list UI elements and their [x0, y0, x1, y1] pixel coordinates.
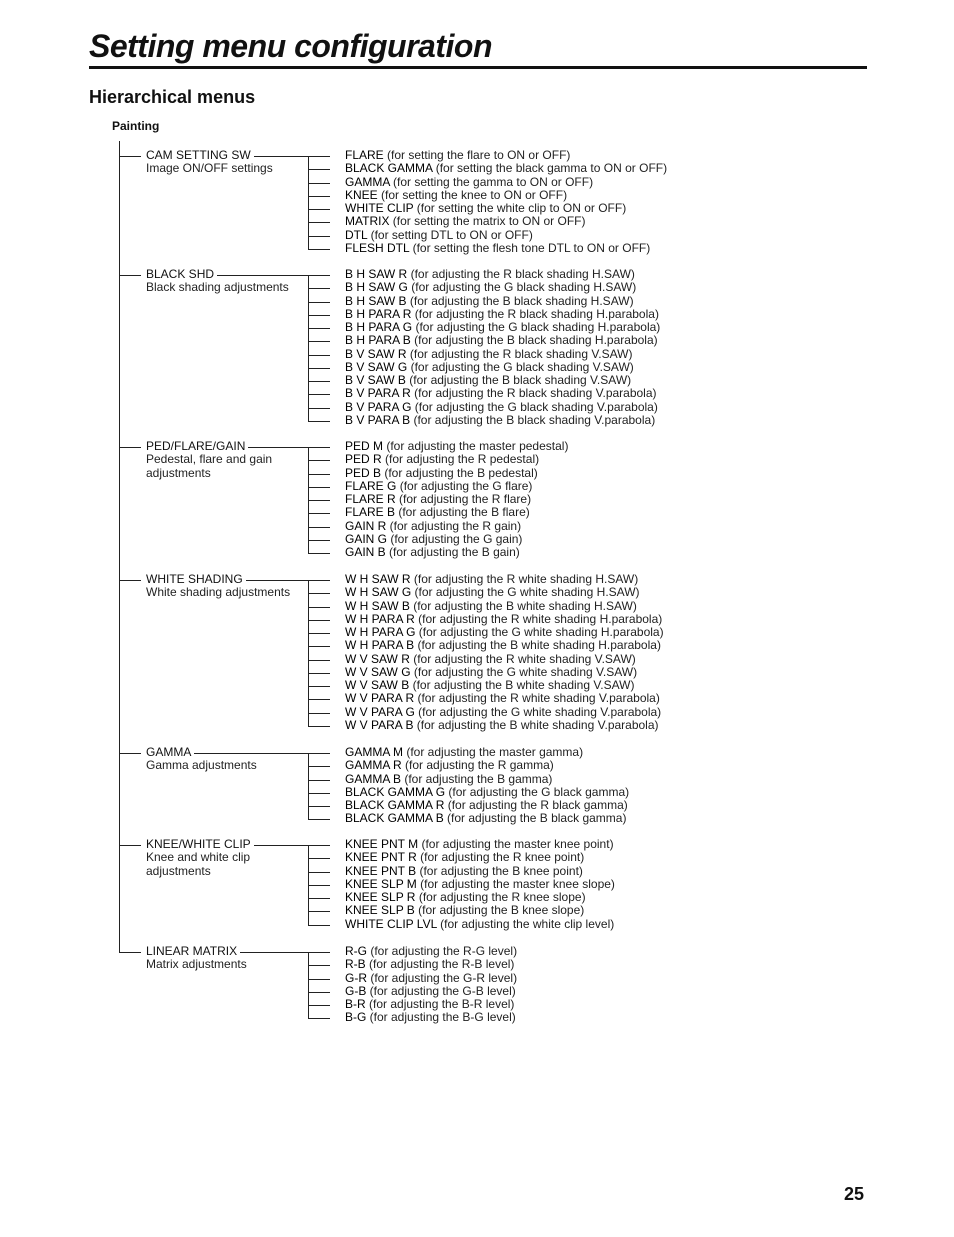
menu-item: [345, 586, 640, 599]
item-description: (for adjusting the R-G level): [367, 944, 518, 958]
item-tick: [308, 1005, 330, 1006]
group-to-items-line: [254, 845, 330, 846]
menu-item: [345, 958, 514, 971]
item-code: KNEE SLP B: [345, 903, 415, 918]
item-description: (for adjusting the R black gamma): [444, 798, 628, 812]
item-code: W H PARA G: [345, 625, 416, 639]
group-to-items-line: [248, 447, 330, 448]
group-connector: [119, 447, 141, 448]
menu-item: [345, 759, 554, 772]
item-tick: [308, 872, 330, 873]
item-description: (for adjusting the B black gamma): [443, 811, 627, 826]
item-description: (for adjusting the G white shading V.parabola): [414, 704, 662, 719]
menu-item: [345, 600, 637, 613]
title-rule: [89, 66, 867, 69]
item-code: PED M: [345, 439, 384, 453]
item-code: R-G: [345, 944, 367, 958]
menu-item: [345, 202, 626, 215]
item-code: KNEE PNT B: [345, 863, 417, 878]
item-code: B-R: [345, 997, 366, 1011]
item-code: GAIN B: [345, 545, 386, 559]
page-number: 25: [844, 1184, 865, 1204]
menu-item: [345, 904, 584, 917]
item-code: BLACK GAMMA G: [345, 784, 446, 799]
item-code: WHITE CLIP: [345, 201, 414, 215]
group-to-items-line: [254, 156, 330, 157]
group-description: Matrix adjustments: [146, 957, 247, 972]
item-tick: [308, 209, 330, 210]
item-code: BLACK GAMMA B: [345, 811, 444, 826]
item-tick: [308, 288, 330, 289]
item-description: (for setting the flesh tone DTL to ON or OFF): [409, 240, 651, 255]
menu-item: [345, 639, 661, 652]
item-description: (for adjusting the B gamma): [401, 771, 553, 786]
menu-item: [345, 719, 659, 732]
item-tick: [308, 726, 330, 727]
group-to-items-line: [194, 753, 330, 754]
item-description: (for adjusting the G white shading H.parabola): [415, 625, 664, 639]
item-description: (for setting the matrix to ON or OFF): [389, 214, 586, 229]
menu-item: [345, 162, 667, 175]
menu-item: [345, 533, 522, 546]
item-tick: [308, 408, 330, 409]
menu-item: [345, 666, 637, 679]
item-description: (for adjusting the B white shading H.parabola): [414, 638, 661, 653]
item-code: B V PARA R: [345, 386, 411, 401]
item-code: GAIN R: [345, 518, 387, 533]
item-code: MATRIX: [345, 214, 390, 229]
menu-item: [345, 149, 570, 162]
item-description: (for setting the flare to ON or OFF): [383, 148, 571, 162]
item-description: (for setting the white clip to ON or OFF): [413, 201, 627, 215]
item-description: (for adjusting the R flare): [395, 492, 532, 506]
item-tick: [308, 780, 330, 781]
item-description: (for adjusting the R gain): [386, 518, 522, 533]
item-tick: [308, 513, 330, 514]
menu-item: [345, 467, 538, 480]
menu-item: [345, 613, 662, 626]
item-tick: [308, 183, 330, 184]
item-tick: [308, 686, 330, 687]
item-code: W H SAW R: [345, 572, 411, 586]
item-description: (for adjusting the B-G level): [366, 1010, 516, 1025]
item-description: (for adjusting the B black shading H.SAW): [406, 293, 634, 308]
item-tick: [308, 925, 330, 926]
item-code: KNEE PNT M: [345, 837, 419, 851]
item-tick: [308, 766, 330, 767]
item-description: (for adjusting the white clip level): [436, 916, 615, 931]
item-code: B H SAW B: [345, 293, 407, 308]
item-tick: [308, 500, 330, 501]
item-tick: [308, 236, 330, 237]
item-description: (for adjusting the R pedestal): [381, 452, 540, 467]
item-code: WHITE CLIP LVL: [345, 916, 437, 931]
item-description: (for adjusting the R white shading H.SAW): [410, 572, 639, 586]
item-description: (for adjusting the R black shading H.SAW): [407, 267, 635, 281]
group-name: CAM SETTING SW: [146, 149, 254, 162]
group-connector: [119, 753, 141, 754]
item-description: (for adjusting the master pedestal): [383, 439, 569, 453]
group-description: Knee and white clip: [146, 850, 251, 865]
item-tick: [308, 222, 330, 223]
menu-item: [345, 546, 520, 559]
item-code: B H SAW G: [345, 280, 408, 295]
item-description: (for adjusting the R white shading V.SAW): [409, 651, 636, 666]
menu-item: [345, 985, 516, 998]
item-code: FLESH DTL: [345, 240, 410, 255]
item-code: B V PARA B: [345, 412, 411, 427]
item-code: G-R: [345, 970, 367, 985]
item-code: B-G: [345, 1010, 367, 1025]
item-description: (for adjusting the B knee point): [416, 863, 583, 878]
tree-spine: [119, 141, 120, 953]
group-name: KNEE/WHITE CLIP: [146, 838, 254, 851]
group-name: GAMMA: [146, 746, 194, 759]
menu-item: [345, 401, 658, 414]
menu-item: [345, 692, 660, 705]
item-description: (for setting the gamma to ON or OFF): [389, 174, 594, 189]
item-code: B V SAW G: [345, 359, 408, 374]
menu-item: [345, 189, 567, 202]
item-description: (for adjusting the R black shading V.SAW): [406, 346, 633, 361]
item-description: (for adjusting the G black shading H.parabola): [412, 320, 661, 334]
item-tick: [308, 620, 330, 621]
item-tick: [308, 992, 330, 993]
menu-item: [345, 706, 661, 719]
menu-item: [345, 242, 650, 255]
item-code: B H SAW R: [345, 267, 408, 281]
item-code: B V SAW R: [345, 346, 407, 361]
menu-item: [345, 387, 657, 400]
item-tick: [308, 315, 330, 316]
menu-item: [345, 268, 635, 281]
group-description: adjustments: [146, 863, 211, 878]
branch-bar: [308, 580, 309, 727]
item-code: GAIN G: [345, 531, 388, 546]
item-code: W V SAW G: [345, 664, 411, 679]
group-description: Pedestal, flare and gain: [146, 452, 273, 467]
item-description: (for adjusting the R black shading V.parabola): [410, 386, 657, 401]
group-description: Image ON/OFF settings: [146, 161, 273, 176]
item-code: KNEE PNT R: [345, 850, 417, 865]
group-name: LINEAR MATRIX: [146, 945, 240, 958]
item-description: (for adjusting the G white shading V.SAW): [410, 664, 638, 679]
item-tick: [308, 646, 330, 647]
item-tick: [308, 911, 330, 912]
item-code: R-B: [345, 957, 366, 972]
item-tick: [308, 885, 330, 886]
menu-item: [345, 945, 517, 958]
item-description: (for adjusting the B black shading V.parabola): [410, 412, 656, 427]
item-tick: [308, 673, 330, 674]
menu-item: [345, 573, 638, 586]
item-code: W V PARA B: [345, 717, 414, 732]
item-description: (for adjusting the B white shading H.SAW): [409, 598, 637, 613]
item-code: BLACK GAMMA: [345, 161, 433, 176]
item-tick: [308, 793, 330, 794]
item-description: (for adjusting the G black shading H.SAW): [407, 280, 637, 295]
item-description: (for adjusting the R gamma): [401, 758, 554, 773]
item-description: (for adjusting the master knee slope): [416, 876, 615, 891]
group-to-items-line: [246, 580, 330, 581]
menu-item: [345, 348, 632, 361]
item-code: GAMMA M: [345, 745, 404, 759]
item-code: W H SAW B: [345, 598, 410, 613]
group-to-items-line: [217, 275, 330, 276]
item-description: (for adjusting the R knee point): [416, 850, 585, 865]
item-description: (for adjusting the B-R level): [365, 997, 515, 1011]
item-code: GAMMA: [345, 174, 390, 189]
group-connector: [119, 845, 141, 846]
menu-item: [345, 520, 521, 533]
item-description: (for adjusting the B knee slope): [414, 903, 585, 918]
item-description: (for adjusting the B gain): [385, 545, 520, 559]
item-description: (for adjusting the R knee slope): [415, 890, 586, 904]
item-tick: [308, 540, 330, 541]
item-tick: [308, 487, 330, 488]
item-description: (for setting DTL to ON or OFF): [367, 227, 533, 242]
item-tick: [308, 633, 330, 634]
menu-item: [345, 440, 568, 453]
item-description: (for adjusting the R-B level): [365, 957, 515, 972]
item-code: BLACK GAMMA R: [345, 798, 445, 812]
branch-bar: [308, 753, 309, 820]
menu-item: [345, 453, 539, 466]
item-tick: [308, 196, 330, 197]
branch-bar: [308, 952, 309, 1019]
item-description: (for adjusting the G-B level): [366, 983, 516, 998]
menu-item: [345, 414, 655, 427]
item-description: (for adjusting the G black gamma): [445, 784, 630, 799]
item-tick: [308, 553, 330, 554]
menu-item: [345, 626, 664, 639]
menu-item: [345, 361, 634, 374]
item-description: (for adjusting the R white shading V.parabola): [414, 691, 660, 706]
item-tick: [308, 898, 330, 899]
item-code: W V SAW B: [345, 678, 410, 692]
item-description: (for adjusting the G white shading H.SAW): [411, 585, 640, 600]
menu-item: [345, 229, 533, 242]
item-code: FLARE G: [345, 478, 397, 493]
group-name: PED/FLARE/GAIN: [146, 440, 248, 453]
item-code: W H PARA B: [345, 638, 415, 653]
item-tick: [308, 328, 330, 329]
item-code: G-B: [345, 983, 367, 998]
menu-item: [345, 679, 634, 692]
item-code: B H PARA B: [345, 333, 411, 348]
menu-item: [345, 321, 660, 334]
item-tick: [308, 394, 330, 395]
menu-item: [345, 878, 615, 891]
item-description: (for adjusting the R white shading H.parabola): [414, 611, 663, 626]
menu-item: [345, 506, 530, 519]
menu-item: [345, 176, 593, 189]
menu-item: [345, 295, 634, 308]
item-description: (for adjusting the G flare): [396, 478, 533, 493]
item-code: W H PARA R: [345, 611, 415, 626]
item-tick: [308, 421, 330, 422]
group-connector: [119, 580, 141, 581]
menu-item: [345, 799, 628, 812]
item-tick: [308, 593, 330, 594]
item-description: (for adjusting the G gain): [387, 531, 523, 546]
group-description: White shading adjustments: [146, 585, 291, 600]
section-heading: Hierarchical menus: [89, 87, 256, 107]
item-tick: [308, 341, 330, 342]
item-tick: [308, 169, 330, 170]
item-tick: [308, 858, 330, 859]
item-tick: [308, 460, 330, 461]
menu-item: [345, 1011, 516, 1024]
group-description: Black shading adjustments: [146, 280, 289, 295]
item-tick: [308, 819, 330, 820]
menu-item: [345, 308, 659, 321]
item-code: B V SAW B: [345, 373, 406, 387]
item-tick: [308, 302, 330, 303]
item-description: (for adjusting the master knee point): [418, 837, 614, 851]
item-code: PED B: [345, 465, 382, 480]
item-tick: [308, 699, 330, 700]
sub-heading: Painting: [112, 119, 160, 133]
menu-item: [345, 838, 614, 851]
group-description: adjustments: [146, 465, 211, 480]
item-code: FLARE R: [345, 492, 396, 506]
menu-item: [345, 374, 631, 387]
group-to-items-line: [240, 952, 330, 953]
item-code: W H SAW G: [345, 585, 412, 600]
item-code: B H PARA G: [345, 320, 413, 334]
menu-item: [345, 865, 583, 878]
group-connector: [119, 952, 141, 953]
item-code: PED R: [345, 452, 382, 467]
item-code: B V PARA G: [345, 399, 412, 414]
item-code: W V PARA G: [345, 704, 415, 719]
menu-item: [345, 746, 583, 759]
item-code: B H PARA R: [345, 306, 412, 321]
item-tick: [308, 381, 330, 382]
group-name: BLACK SHD: [146, 268, 217, 281]
item-description: (for adjusting the G-R level): [367, 970, 518, 985]
group-name: WHITE SHADING: [146, 573, 246, 586]
item-description: (for setting the black gamma to ON or OFF): [432, 161, 668, 176]
item-tick: [308, 806, 330, 807]
item-description: (for adjusting the B pedestal): [381, 465, 538, 480]
menu-item: [345, 851, 584, 864]
item-description: (for adjusting the B white shading V.SAW): [409, 678, 635, 692]
item-code: W V PARA R: [345, 691, 415, 706]
menu-item: [345, 480, 532, 493]
item-code: FLARE: [345, 148, 384, 162]
item-description: (for adjusting the B black shading V.SAW): [405, 373, 632, 387]
item-description: (for adjusting the B flare): [395, 505, 530, 520]
menu-item: [345, 891, 586, 904]
menu-item: [345, 773, 552, 786]
item-tick: [308, 713, 330, 714]
item-tick: [308, 607, 330, 608]
item-tick: [308, 965, 330, 966]
item-code: DTL: [345, 227, 368, 242]
menu-item: [345, 334, 658, 347]
group-connector: [119, 275, 141, 276]
item-tick: [308, 474, 330, 475]
branch-bar: [308, 275, 309, 422]
menu-item: [345, 918, 614, 931]
item-tick: [308, 979, 330, 980]
item-description: (for adjusting the B black shading H.parabola): [410, 333, 658, 348]
item-code: KNEE SLP M: [345, 876, 417, 891]
item-code: W V SAW R: [345, 651, 410, 666]
item-description: (for adjusting the G black shading V.SAW): [407, 359, 634, 374]
menu-item: [345, 998, 514, 1011]
item-description: (for adjusting the B white shading V.parabola): [413, 717, 659, 732]
menu-item: [345, 653, 636, 666]
menu-item: [345, 972, 517, 985]
item-tick: [308, 1018, 330, 1019]
menu-item: [345, 786, 629, 799]
group-description: Gamma adjustments: [146, 758, 257, 773]
item-tick: [308, 368, 330, 369]
menu-item: [345, 281, 636, 294]
item-tick: [308, 660, 330, 661]
menu-item: [345, 493, 531, 506]
item-description: (for setting the knee to ON or OFF): [377, 187, 568, 202]
item-tick: [308, 355, 330, 356]
item-tick: [308, 249, 330, 250]
item-tick: [308, 527, 330, 528]
item-description: (for adjusting the R black shading H.parabola): [411, 306, 659, 321]
menu-item: [345, 215, 586, 228]
group-connector: [119, 156, 141, 157]
item-description: (for adjusting the G black shading V.parabola): [411, 399, 658, 414]
item-code: KNEE SLP R: [345, 890, 416, 904]
menu-item: [345, 812, 626, 825]
page-title: Setting menu configuration: [89, 28, 492, 64]
item-description: (for adjusting the master gamma): [403, 745, 584, 759]
item-code: GAMMA R: [345, 758, 402, 773]
item-code: KNEE: [345, 187, 378, 202]
item-code: FLARE B: [345, 505, 396, 520]
item-code: GAMMA B: [345, 771, 402, 786]
